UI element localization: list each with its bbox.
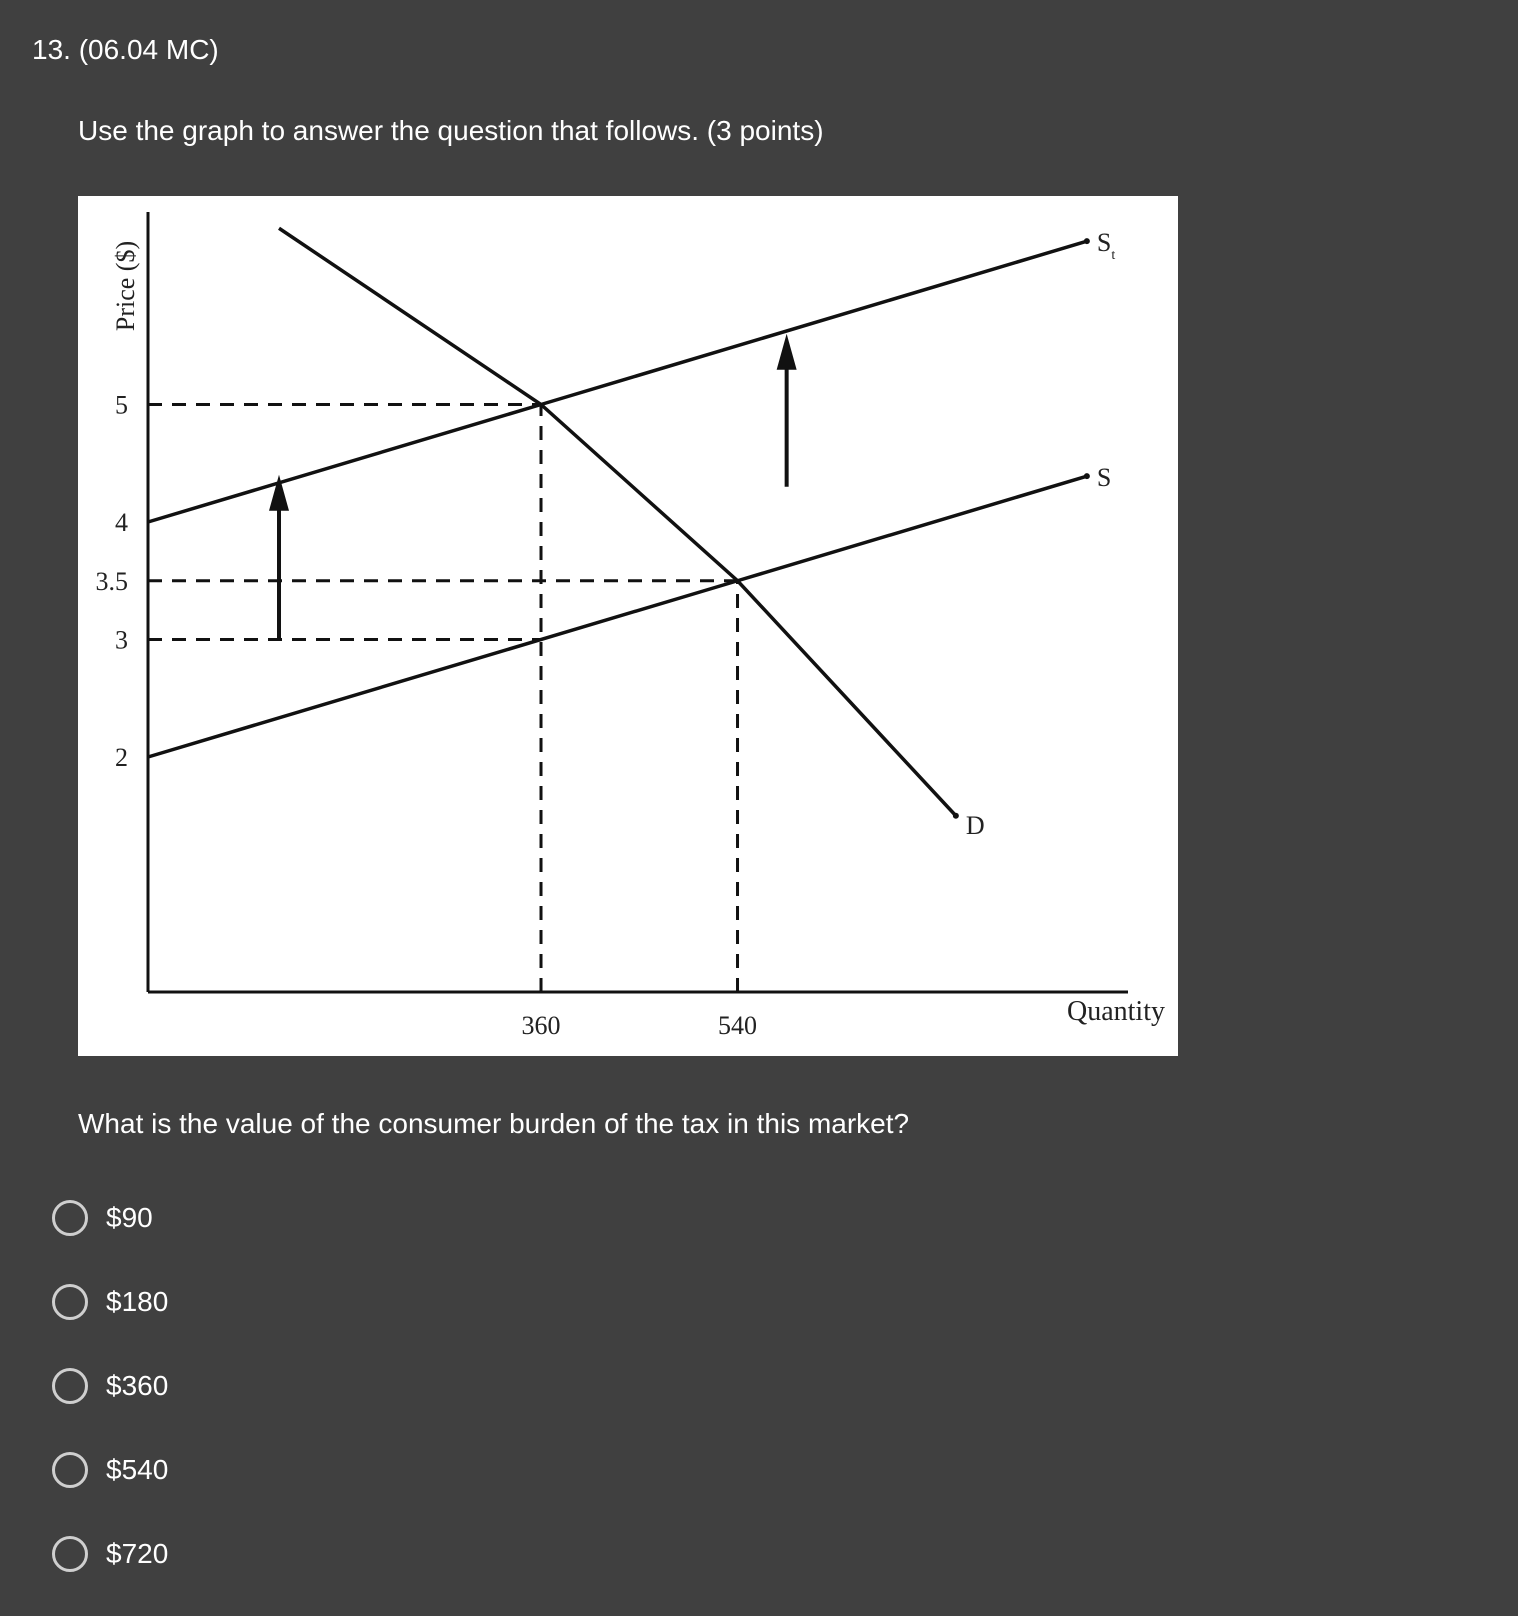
option-label: $720 [106,1538,169,1569]
x-axis-label: Quantity [1067,996,1165,1027]
radio-button[interactable] [52,1452,88,1488]
option-label: $540 [106,1454,169,1485]
answer-options [52,1176,168,1596]
question-number: 13. (06.04 MC) [32,34,219,65]
y-tick-label: 2 [115,743,128,772]
shift-arrow-head-1 [777,334,797,370]
option-360[interactable] [52,1344,168,1428]
option-180[interactable] [52,1260,168,1344]
curve-label-st: $S_t$ [1096,228,1116,264]
tax-graph [78,196,1178,1056]
y-tick-label: 3 [115,625,128,655]
curve-label-s: S [1096,463,1112,493]
y-tick-label: 4 [115,508,128,537]
option-720[interactable] [52,1512,168,1596]
x-tick-label: 540 [718,1011,758,1040]
tax-graph-svg [78,196,1178,1056]
option-label: $90 [106,1202,153,1233]
y-axis-label: Price ($) [111,240,140,332]
option-label: $180 [106,1286,169,1317]
question-prompt: Use the graph to answer the question that follows. (3 points) [78,115,824,146]
radio-button[interactable] [52,1536,88,1572]
radio-button[interactable] [52,1200,88,1236]
curve-end-st [1084,238,1090,244]
curve-label-subscript: t [1111,248,1116,264]
curve-st [148,241,1087,522]
curve-d [279,228,956,816]
option-540[interactable] [52,1428,168,1512]
curve-s [148,476,1087,757]
curve-end-d [953,813,959,819]
option-90[interactable] [52,1176,168,1260]
question-text: What is the value of the consumer burden of the tax in this market? [78,1108,910,1139]
curve-label-d: D [965,810,985,840]
x-tick-label: 360 [521,1011,561,1040]
y-tick-label: 3.5 [95,566,128,596]
radio-button[interactable] [52,1368,88,1404]
curve-end-s [1084,473,1090,479]
option-label: $360 [106,1370,169,1401]
y-tick-label: 5 [115,390,128,420]
radio-button[interactable] [52,1284,88,1320]
